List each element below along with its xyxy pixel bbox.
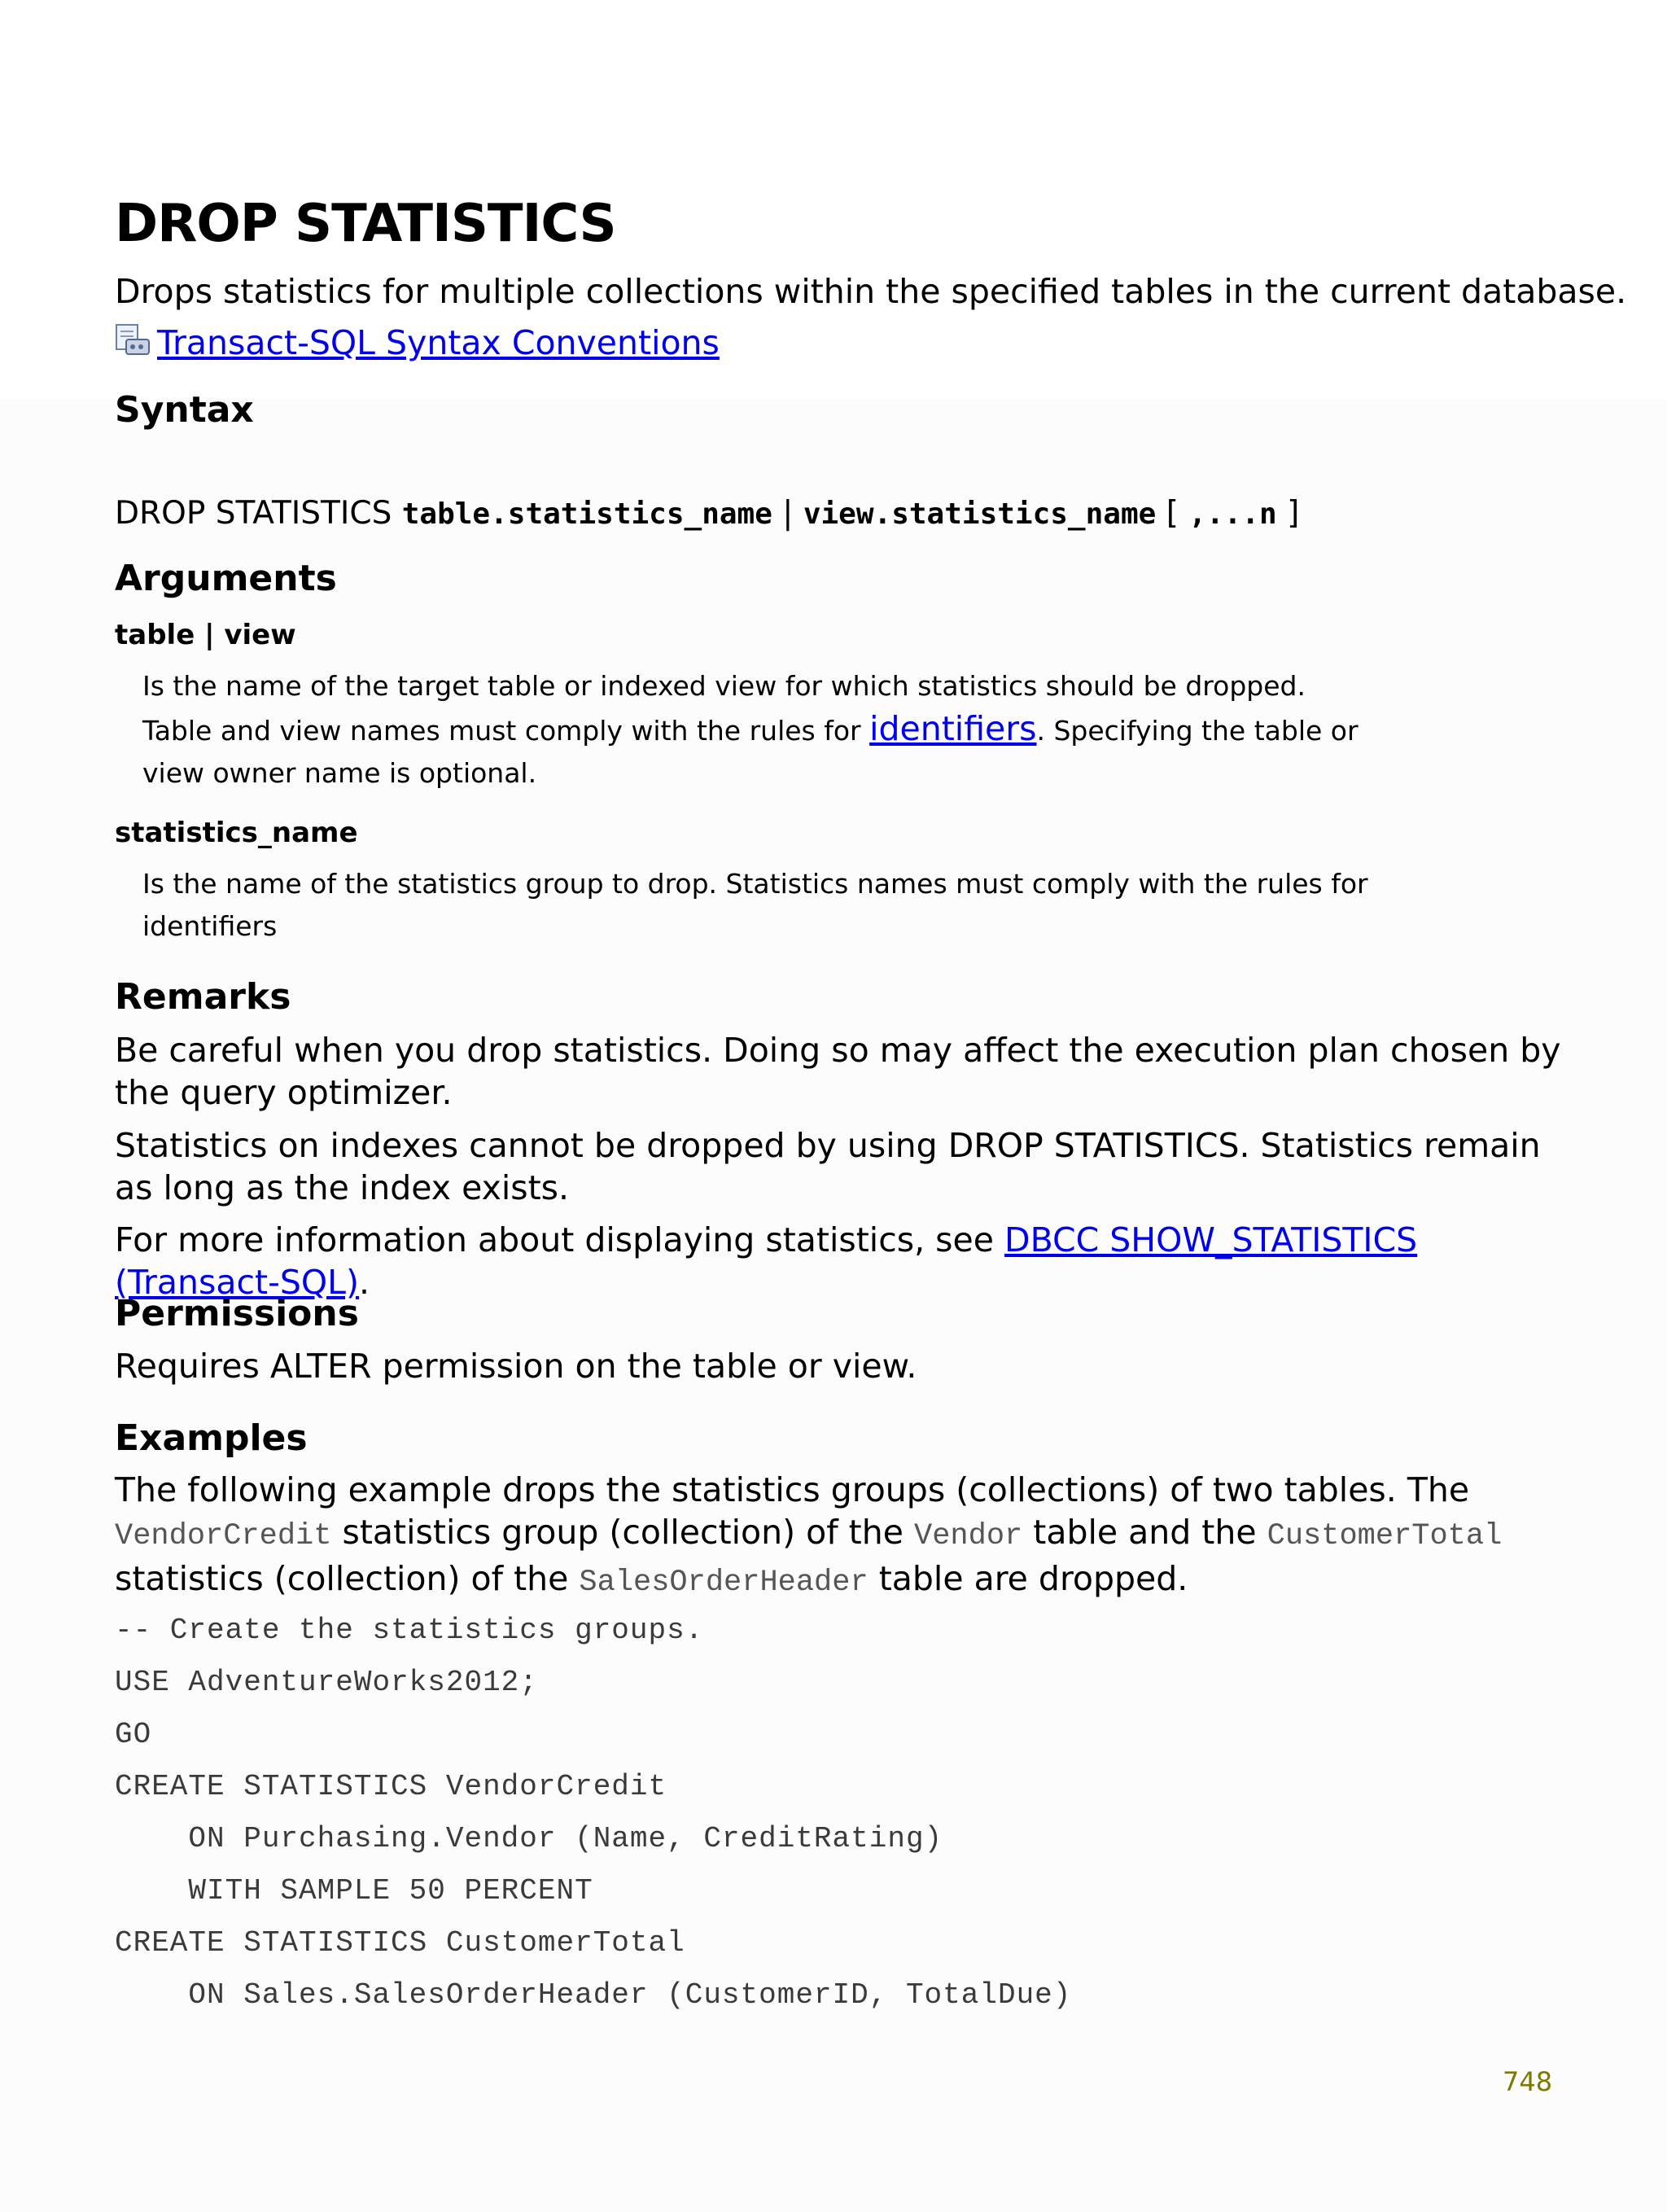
argument-term: table | view — [115, 619, 296, 651]
syntax-heading: Syntax — [115, 389, 254, 431]
inline-code: CustomerTotal — [1267, 1519, 1503, 1553]
syntax-prefix: DROP STATISTICS — [115, 495, 402, 532]
inline-code: SalesOrderHeader — [579, 1566, 869, 1600]
argument-term: statistics_name — [115, 817, 358, 849]
examples-paragraph — [115, 1469, 1564, 1604]
examples-text: statistics group (collection) of the — [331, 1513, 914, 1552]
code-line: GO — [115, 1718, 152, 1751]
remarks-paragraph: Statistics on indexes cannot be dropped by using DROP STATISTICS. Statistics remain as long as the index exists. — [115, 1126, 1541, 1207]
dbcc-show-statistics-link[interactable]: DBCC SHOW_STATISTICS (Transact-SQL) — [115, 1220, 1418, 1302]
argument-description-text: . Specifying the table or view owner name is optional. — [142, 715, 1359, 789]
syntax-close-bracket: ] — [1276, 495, 1300, 532]
inline-code: VendorCredit — [115, 1519, 332, 1553]
examples-heading: Examples — [115, 1417, 308, 1459]
remarks-paragraph — [115, 1219, 1564, 1303]
examples-text: statistics (collection) of the — [115, 1559, 580, 1598]
code-line: ON Sales.SalesOrderHeader (CustomerID, TotalDue) — [115, 1978, 1072, 2012]
code-icon — [115, 323, 152, 357]
remarks-paragraph: Be careful when you drop statistics. Doing so may affect the execution plan chosen by the query optimizer. — [115, 1031, 1561, 1112]
syntax-statement — [115, 495, 1299, 532]
code-line: CREATE STATISTICS CustomerTotal — [115, 1926, 685, 1960]
code-line: USE AdventureWorks2012; — [115, 1666, 538, 1699]
arguments-heading: Arguments — [115, 558, 337, 599]
argument-description-text: Is the name of the target table or indexed view for which statistics should be dropped. Table and view names must comply with the rules for — [142, 670, 1306, 747]
examples-text: table and the — [1022, 1513, 1267, 1552]
examples-text: table are dropped. — [868, 1559, 1188, 1598]
code-line: ON Purchasing.Vendor (Name, CreditRating) — [115, 1822, 943, 1855]
page-number: 748 — [1503, 2066, 1553, 2097]
syntax-open-bracket: [ — [1156, 495, 1189, 532]
remarks-text: . — [359, 1263, 370, 1302]
code-line: CREATE STATISTICS VendorCredit — [115, 1770, 667, 1803]
code-line: -- Create the statistics groups. — [115, 1614, 704, 1647]
syntax-repeat: ,...n — [1188, 497, 1277, 531]
lead-paragraph: Drops statistics for multiple collections within the specified tables in the current database. — [115, 272, 1627, 311]
conventions-link-row — [115, 323, 720, 362]
code-line: WITH SAMPLE 50 PERCENT — [115, 1874, 593, 1908]
permissions-heading: Permissions — [115, 1293, 359, 1334]
examples-text: The following example drops the statistics groups (collections) of two tables. The — [115, 1470, 1470, 1509]
remarks-heading: Remarks — [115, 976, 291, 1018]
argument-description — [142, 665, 1380, 795]
argument-description: Is the name of the statistics group to drop. Statistics names must comply with the rules for identifiers — [142, 868, 1368, 942]
inline-code: Vendor — [914, 1519, 1023, 1553]
syntax-table-stat: table.statistics_name — [401, 497, 772, 531]
syntax-view-stat: view.statistics_name — [803, 497, 1157, 531]
syntax-conventions-link[interactable]: Transact-SQL Syntax Conventions — [157, 323, 720, 362]
page-title: DROP STATISTICS — [115, 194, 616, 254]
syntax-pipe: | — [772, 495, 803, 532]
identifiers-link[interactable]: identifiers — [869, 709, 1037, 748]
permissions-paragraph: Requires ALTER permission on the table or view. — [115, 1347, 917, 1386]
remarks-text: For more information about displaying statistics, see — [115, 1220, 1005, 1259]
